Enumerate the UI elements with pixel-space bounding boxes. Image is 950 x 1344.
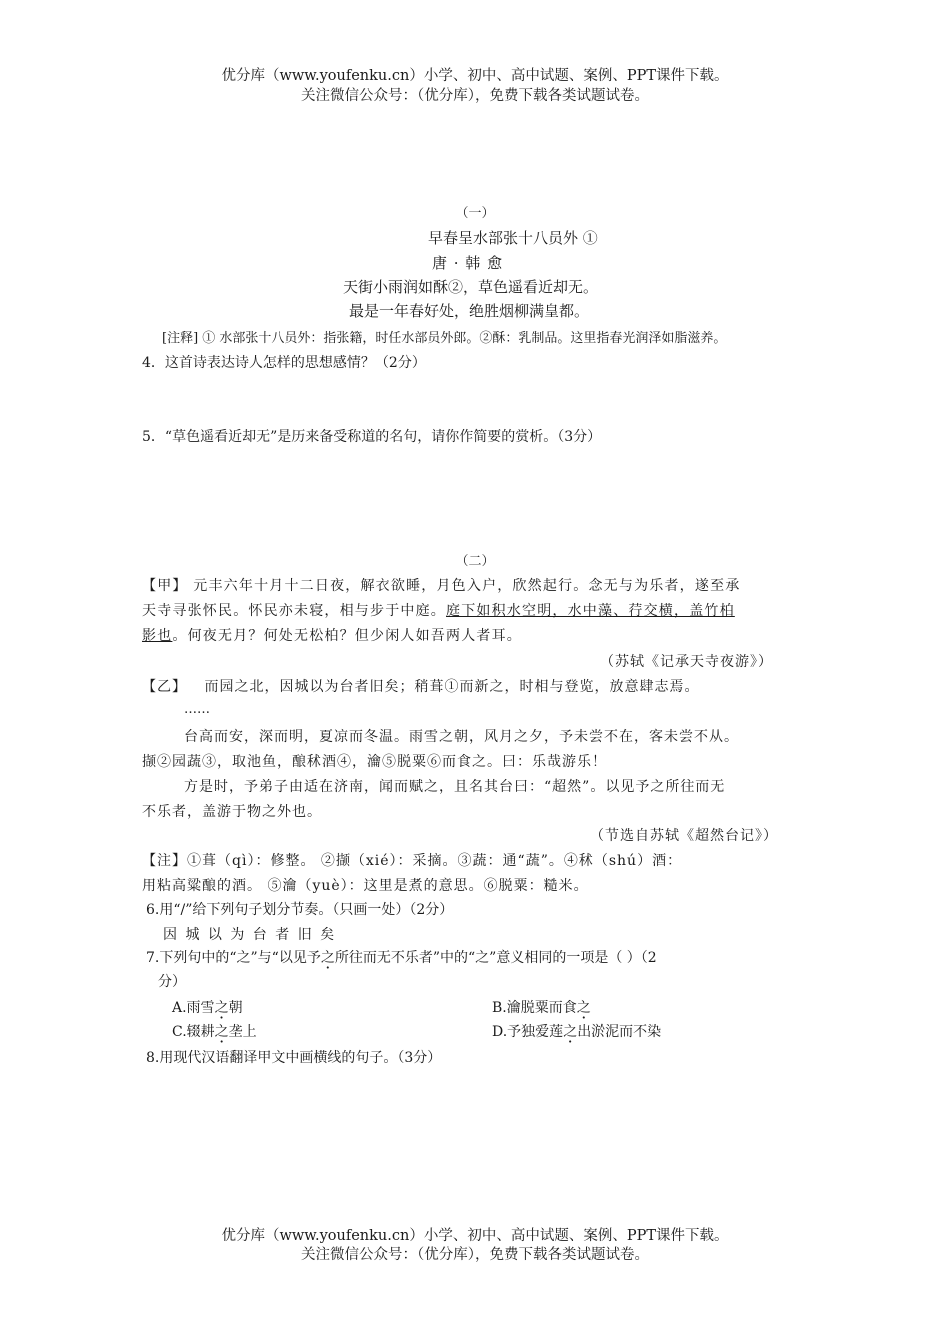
option-a-text-1: A.雨雪 xyxy=(172,1000,215,1016)
page-footer-line2: 关注微信公众号：（优分库），免费下载各类试题试卷。 xyxy=(301,1247,649,1263)
option-c-zhi: 之 xyxy=(214,1024,229,1040)
question-4: 4．这首诗表达诗人怎样的思想感情？（2分） xyxy=(142,355,426,371)
passage-yi-tag: 【乙】 xyxy=(142,679,187,695)
option-a-text-2: 朝 xyxy=(228,1000,243,1016)
question-7-continued: 分） xyxy=(158,974,186,990)
passage-yi-line2: 台高而安，深而明，夏凉而冬温。雨雪之朝，风月之夕，予未尝不在，客未尝不从。 xyxy=(184,729,739,745)
option-c-text-2: 垄上 xyxy=(228,1024,257,1040)
passage-yi-line4: 方是时，予弟子由适在济南，闻而赋之，且名其台曰：“超然”。以见予之所往而无 xyxy=(184,779,726,795)
passage-yi-line1 xyxy=(142,676,699,696)
option-c xyxy=(172,1021,257,1041)
page-header-line1: 优分库（www.youfenku.cn）小学、初中、高中试题、案例、PPT课件下载。 xyxy=(221,68,729,84)
question-7 xyxy=(146,947,657,967)
passage-jia-text-1: 元丰六年十月十二日夜，解衣欲睡，月色入户，欣然起行。念无与为乐者，遂至承 xyxy=(193,578,741,594)
poem-author: 唐 · 韩 愈 xyxy=(432,254,504,272)
question-6: 6.用“/”给下列句子划分节奏。（只画一处）（2分） xyxy=(146,902,454,918)
passage-jia-source: （苏轼《记承天寺夜游》） xyxy=(600,654,773,670)
question-6-sentence: 因 城 以 为 台 者 旧 矣 xyxy=(163,927,337,943)
option-d-text-1: D.予独爱莲 xyxy=(492,1024,564,1040)
passage-yi-ellipsis: …… xyxy=(184,702,210,717)
section1-number: （一） xyxy=(455,206,495,221)
option-b-text-1: B.瀹脱粟而食 xyxy=(492,1000,577,1016)
passage-yi-text-1: 而园之北，因城以为台者旧矣；稍葺①而新之，时相与登览，放意肆志焉。 xyxy=(204,679,700,695)
passage-jia-text-2: 天寺寻张怀民。怀民亦未寝，相与步于中庭。 xyxy=(142,603,446,619)
option-a-zhi: 之 xyxy=(214,1000,229,1016)
passage-note-line1: 【注】①葺（qì）：修整。 ②撷（xié）：采摘。③蔬：通“蔬”。④秫（shú）酒： xyxy=(142,853,683,869)
option-b-zhi: 之 xyxy=(576,1000,591,1016)
poem-line-2: 最是一年春好处，绝胜烟柳满皇都。 xyxy=(349,302,590,320)
passage-note-line2: 用粘高粱酿的酒。 ⑤瀹（yuè）：这里是煮的意思。⑥脱粟：糙米。 xyxy=(142,878,589,894)
question-7-text-1: 7.下列句中的“之”与“以见予 xyxy=(146,950,321,966)
option-d-text-2: 出淤泥而不染 xyxy=(577,1024,662,1040)
option-d-zhi: 之 xyxy=(563,1024,578,1040)
passage-jia-underlined-2: 影也 xyxy=(142,628,173,644)
passage-jia-underlined-1: 庭下如积水空明，水中藻、荇交横，盖竹柏 xyxy=(446,603,735,619)
option-d xyxy=(492,1021,661,1041)
passage-yi-line3: 撷②园蔬③，取池鱼，酿秫酒④，瀹⑤脱粟⑥而食之。曰：乐哉游乐！ xyxy=(142,754,607,770)
question-8: 8.用现代汉语翻译甲文中画横线的句子。（3分） xyxy=(146,1050,442,1066)
poem-note: [注释] ① 水部张十八员外：指张籍，时任水部员外郎。②酥：乳制品。这里指春光润泽如脂滋养。 xyxy=(162,331,727,346)
option-a xyxy=(172,997,243,1017)
passage-jia-text-3: 。何夜无月？何处无松柏？但少闲人如吾两人者耳。 xyxy=(172,628,523,644)
passage-yi-line5: 不乐者，盖游于物之外也。 xyxy=(142,804,322,820)
question-7-emphasized-zhi: 之 xyxy=(320,950,335,966)
question-7-text-2: 所往而无不乐者”中的“之”意义相同的一项是（ ）（2 xyxy=(334,950,657,966)
passage-jia-line1 xyxy=(142,575,812,595)
section2-number: （二） xyxy=(455,554,495,569)
option-c-text-1: C.辍耕 xyxy=(172,1024,215,1040)
poem-title: 早春呈水部张十八员外 ① xyxy=(428,229,598,247)
passage-jia-tag: 【甲】 xyxy=(142,578,188,594)
page-footer-line1: 优分库（www.youfenku.cn）小学、初中、高中试题、案例、PPT课件下载。 xyxy=(221,1228,729,1244)
poem-line-1: 天街小雨润如酥②，草色遥看近却无。 xyxy=(343,278,599,296)
page-header-line2: 关注微信公众号：（优分库），免费下载各类试题试卷。 xyxy=(301,88,649,104)
passage-jia-line3 xyxy=(142,625,522,645)
passage-yi-source: （节选自苏轼《超然台记》） xyxy=(590,828,778,844)
passage-jia-line2 xyxy=(142,600,735,620)
question-5: 5．“草色遥看近却无”是历来备受称道的名句，请你作简要的赏析。（3分） xyxy=(142,429,602,445)
option-b xyxy=(492,997,591,1017)
